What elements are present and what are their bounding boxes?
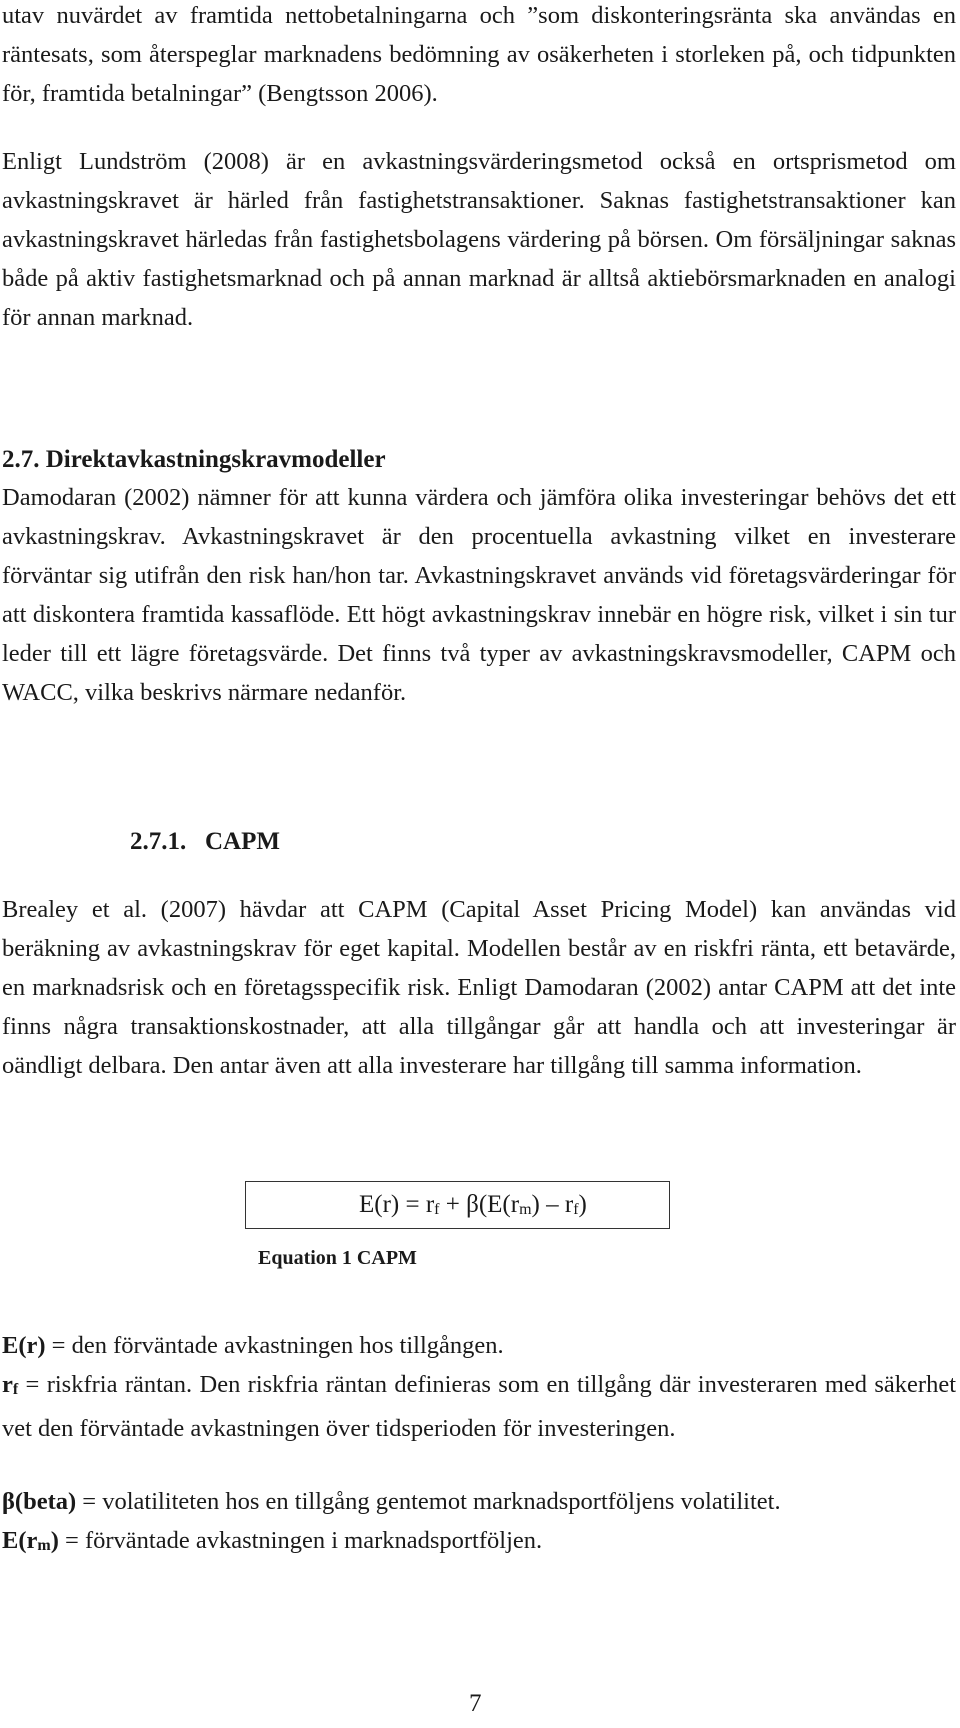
section-title: CAPM bbox=[205, 828, 280, 855]
eq-rf2-sub: f bbox=[573, 1201, 579, 1218]
eq-lhs: E(r) = r bbox=[359, 1191, 435, 1218]
term-er: E(r) bbox=[2, 1332, 46, 1359]
term-rf-main: r bbox=[2, 1371, 13, 1398]
definition-rf-text: = riskfria räntan. Den riskfria räntan definieras som en tillgång där investeraren med säkerhet vet den förväntade avkastningen över tidsperioden för investeringen. bbox=[2, 1371, 956, 1442]
term-erm-close: ) bbox=[50, 1527, 59, 1554]
section-heading-2-7: 2.7. Direktavkastningskravmodeller bbox=[2, 446, 386, 473]
definition-erm bbox=[2, 1521, 956, 1565]
paragraph-damodaran: Damodaran (2002) nämner för att kunna värdera och jämföra olika investeringar behövs det ett avkastningskrav. Avkastningskravet är den procentuella avkastning vilket en investerare förväntar sig utifrån den risk han/hon tar. Avkastningskravet används vid företagsvärderingar för att diskontera framtida kassaflöde. Ett högt avkastningskrav innebär en högre risk, vilket i sin tur leder till ett lägre företagsvärde. Det finns två typer av avkastningskravsmodeller, CAPM och WACC, vilka beskrivs närmare nedanför. bbox=[2, 484, 956, 706]
eq-end: ) bbox=[578, 1191, 587, 1218]
eq-plus: + bbox=[439, 1191, 467, 1218]
eq-beta: β(E(r bbox=[466, 1191, 520, 1218]
paragraph-brealey: Brealey et al. (2007) hävdar att CAPM (Capital Asset Pricing Model) kan användas vid beräkning av avkastningskrav för eget kapital. Modellen består av en riskfri ränta, ett betavärde, en marknadsrisk och en företagsspecifik risk. Enligt Damodaran (2002) antar CAPM att det inte finns några transaktionskostnader, att alla tillgångar går att handla och att investeringar är oändligt delbara. Den antar även att alla investerare har tillgång till samma information. bbox=[2, 896, 956, 1079]
definition-rf bbox=[2, 1365, 956, 1448]
definition-er bbox=[2, 1326, 956, 1365]
definition-er-text: = den förväntade avkastningen hos tillgången. bbox=[45, 1332, 504, 1359]
definition-beta-text: = volatiliteten hos en tillgång gentemot marknadsportföljens volatilitet. bbox=[76, 1488, 781, 1515]
definition-erm-text: = förväntade avkastningen i marknadsportföljen. bbox=[58, 1527, 543, 1554]
eq-rm-sub: m bbox=[519, 1201, 532, 1218]
equation-caption: Equation 1 CAPM bbox=[258, 1247, 417, 1269]
term-erm bbox=[2, 1527, 59, 1554]
term-erm-main: E(r bbox=[2, 1527, 38, 1554]
eq-rf-sub: f bbox=[434, 1201, 440, 1218]
term-beta: β(beta) bbox=[2, 1488, 77, 1515]
eq-minus: ) – r bbox=[531, 1191, 574, 1218]
paragraph-intro: utav nuvärdet av framtida nettobetalningarna och ”som diskonteringsränta ska användas en räntesats, som återspeglar marknadens bedömning av osäkerheten i storleken på, och tidpunkten för, framtida betalningar” (Bengtsson 2006). bbox=[2, 2, 956, 107]
term-rf-sub: f bbox=[12, 1381, 19, 1398]
capm-equation-box bbox=[245, 1181, 670, 1229]
term-erm-sub: m bbox=[37, 1537, 51, 1554]
section-heading-2-7-1 bbox=[130, 828, 280, 856]
definition-beta bbox=[2, 1482, 956, 1521]
page-number: 7 bbox=[469, 1690, 482, 1717]
section-number: 2.7.1. bbox=[130, 828, 187, 855]
term-rf bbox=[2, 1371, 18, 1398]
paragraph-lundstrom: Enligt Lundström (2008) är en avkastningsvärderingsmetod också en ortsprismetod om avkastningskravet är härled från fastighetstransaktioner. Saknas fastighetstransaktioner kan avkastningskravet härledas från fastighetsbolagens värdering på börsen. Om försäljningar saknas både på aktiv fastighetsmarknad och på annan marknad är alltså aktiebörsmarknaden en analogi för annan marknad. bbox=[2, 148, 956, 331]
